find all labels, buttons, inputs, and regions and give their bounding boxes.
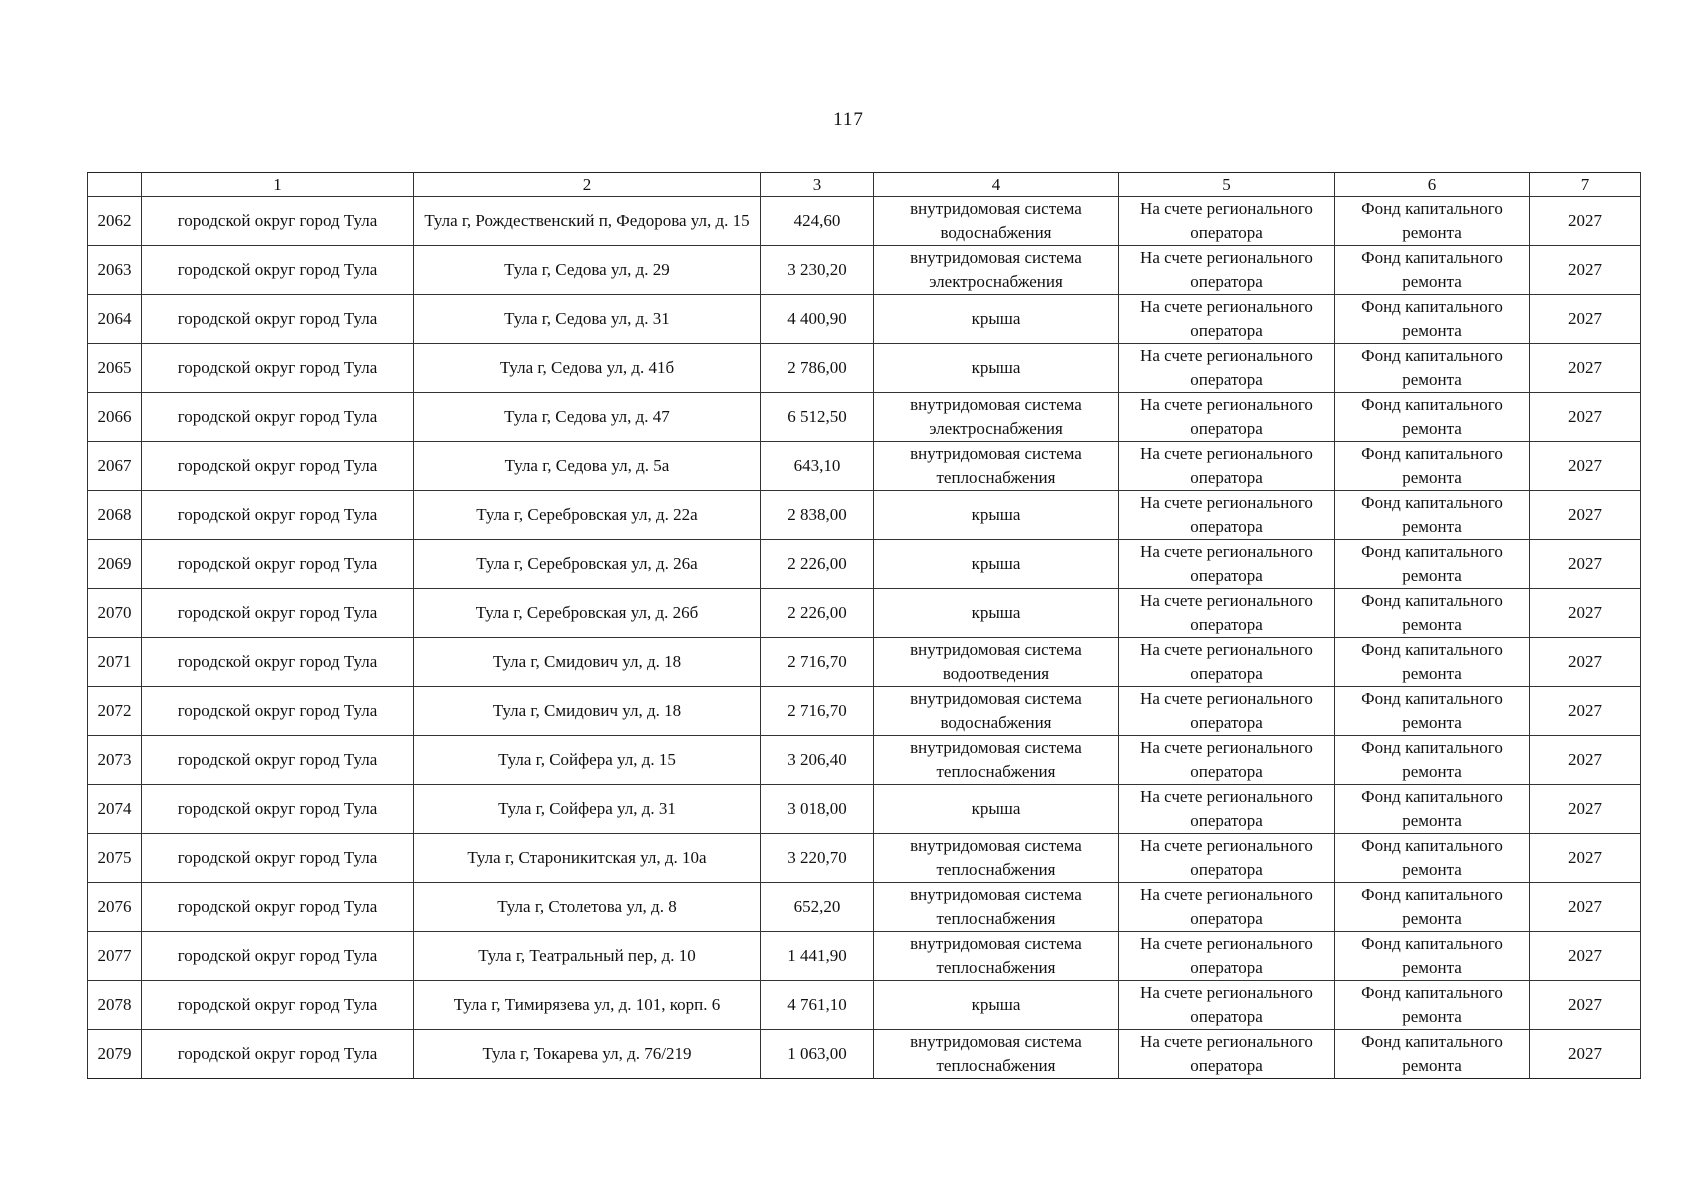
address-cell: Тула г, Серебровская ул, д. 26а (414, 540, 761, 589)
area-cell: 6 512,50 (761, 393, 874, 442)
area-cell: 652,20 (761, 883, 874, 932)
area-cell: 2 716,70 (761, 687, 874, 736)
address-cell: Тула г, Театральный пер, д. 10 (414, 932, 761, 981)
account-cell: На счете регионального оператора (1119, 932, 1335, 981)
table-row (88, 540, 1641, 589)
address-cell: Тула г, Сойфера ул, д. 15 (414, 736, 761, 785)
work-type-cell: внутридомовая система теплоснабжения (874, 932, 1119, 981)
address-cell: Тула г, Смидович ул, д. 18 (414, 638, 761, 687)
table-body (88, 173, 1641, 1079)
funding-source-cell: Фонд капитального ремонта (1335, 1030, 1530, 1079)
address-cell: Тула г, Седова ул, д. 41б (414, 344, 761, 393)
account-cell: На счете регионального оператора (1119, 197, 1335, 246)
work-type-cell: внутридомовая система теплоснабжения (874, 1030, 1119, 1079)
address-cell: Тула г, Серебровская ул, д. 22а (414, 491, 761, 540)
year-cell: 2027 (1530, 295, 1641, 344)
area-cell: 2 838,00 (761, 491, 874, 540)
table-row (88, 981, 1641, 1030)
table-row (88, 736, 1641, 785)
row-number-cell: 2072 (88, 687, 142, 736)
area-cell: 3 220,70 (761, 834, 874, 883)
funding-source-cell: Фонд капитального ремонта (1335, 442, 1530, 491)
row-number-cell: 2075 (88, 834, 142, 883)
area-cell: 4 761,10 (761, 981, 874, 1030)
funding-source-cell: Фонд капитального ремонта (1335, 491, 1530, 540)
row-number-cell: 2062 (88, 197, 142, 246)
funding-source-cell: Фонд капитального ремонта (1335, 932, 1530, 981)
year-cell: 2027 (1530, 687, 1641, 736)
work-type-cell: крыша (874, 491, 1119, 540)
municipality-cell: городской округ город Тула (142, 491, 414, 540)
row-number-cell: 2066 (88, 393, 142, 442)
municipality-cell: городской округ город Тула (142, 932, 414, 981)
row-number-cell: 2069 (88, 540, 142, 589)
municipality-cell: городской округ город Тула (142, 295, 414, 344)
municipality-cell: городской округ город Тула (142, 197, 414, 246)
table-row (88, 785, 1641, 834)
area-cell: 1 441,90 (761, 932, 874, 981)
table-row (88, 932, 1641, 981)
municipality-cell: городской округ город Тула (142, 981, 414, 1030)
account-cell: На счете регионального оператора (1119, 540, 1335, 589)
table-row (88, 295, 1641, 344)
area-cell: 1 063,00 (761, 1030, 874, 1079)
funding-source-cell: Фонд капитального ремонта (1335, 834, 1530, 883)
area-cell: 3 230,20 (761, 246, 874, 295)
column-header: 3 (761, 173, 874, 197)
account-cell: На счете регионального оператора (1119, 1030, 1335, 1079)
account-cell: На счете регионального оператора (1119, 295, 1335, 344)
table-row (88, 687, 1641, 736)
municipality-cell: городской округ город Тула (142, 785, 414, 834)
work-type-cell: внутридомовая система электроснабжения (874, 393, 1119, 442)
funding-source-cell: Фонд капитального ремонта (1335, 344, 1530, 393)
area-cell: 3 206,40 (761, 736, 874, 785)
funding-source-cell: Фонд капитального ремонта (1335, 785, 1530, 834)
column-header: 2 (414, 173, 761, 197)
municipality-cell: городской округ город Тула (142, 246, 414, 295)
account-cell: На счете регионального оператора (1119, 589, 1335, 638)
municipality-cell: городской округ город Тула (142, 589, 414, 638)
account-cell: На счете регионального оператора (1119, 883, 1335, 932)
area-cell: 3 018,00 (761, 785, 874, 834)
capital-repair-table (87, 172, 1641, 1079)
account-cell: На счете регионального оператора (1119, 393, 1335, 442)
year-cell: 2027 (1530, 638, 1641, 687)
account-cell: На счете регионального оператора (1119, 491, 1335, 540)
row-number-cell: 2076 (88, 883, 142, 932)
municipality-cell: городской округ город Тула (142, 442, 414, 491)
address-cell: Тула г, Сойфера ул, д. 31 (414, 785, 761, 834)
work-type-cell: внутридомовая система водоснабжения (874, 687, 1119, 736)
table-row (88, 197, 1641, 246)
column-header: 4 (874, 173, 1119, 197)
row-number-cell: 2070 (88, 589, 142, 638)
account-cell: На счете регионального оператора (1119, 246, 1335, 295)
funding-source-cell: Фонд капитального ремонта (1335, 246, 1530, 295)
year-cell: 2027 (1530, 932, 1641, 981)
year-cell: 2027 (1530, 197, 1641, 246)
table-row (88, 1030, 1641, 1079)
year-cell: 2027 (1530, 540, 1641, 589)
area-cell: 4 400,90 (761, 295, 874, 344)
work-type-cell: внутридомовая система теплоснабжения (874, 883, 1119, 932)
area-cell: 2 226,00 (761, 589, 874, 638)
municipality-cell: городской округ город Тула (142, 344, 414, 393)
funding-source-cell: Фонд капитального ремонта (1335, 197, 1530, 246)
work-type-cell: крыша (874, 589, 1119, 638)
row-number-cell: 2064 (88, 295, 142, 344)
row-number-cell: 2073 (88, 736, 142, 785)
row-number-cell: 2067 (88, 442, 142, 491)
table-row (88, 442, 1641, 491)
work-type-cell: внутридомовая система электроснабжения (874, 246, 1119, 295)
work-type-cell: внутридомовая система водоснабжения (874, 197, 1119, 246)
municipality-cell: городской округ город Тула (142, 540, 414, 589)
work-type-cell: крыша (874, 344, 1119, 393)
address-cell: Тула г, Седова ул, д. 29 (414, 246, 761, 295)
municipality-cell: городской округ город Тула (142, 834, 414, 883)
table-row (88, 638, 1641, 687)
account-cell: На счете регионального оператора (1119, 981, 1335, 1030)
address-cell: Тула г, Столетова ул, д. 8 (414, 883, 761, 932)
work-type-cell: внутридомовая система теплоснабжения (874, 834, 1119, 883)
account-cell: На счете регионального оператора (1119, 344, 1335, 393)
account-cell: На счете регионального оператора (1119, 785, 1335, 834)
funding-source-cell: Фонд капитального ремонта (1335, 295, 1530, 344)
address-cell: Тула г, Седова ул, д. 5а (414, 442, 761, 491)
address-cell: Тула г, Токарева ул, д. 76/219 (414, 1030, 761, 1079)
column-header (88, 173, 142, 197)
address-cell: Тула г, Староникитская ул, д. 10а (414, 834, 761, 883)
area-cell: 643,10 (761, 442, 874, 491)
work-type-cell: внутридомовая система теплоснабжения (874, 736, 1119, 785)
work-type-cell: крыша (874, 540, 1119, 589)
account-cell: На счете регионального оператора (1119, 638, 1335, 687)
work-type-cell: крыша (874, 295, 1119, 344)
funding-source-cell: Фонд капитального ремонта (1335, 540, 1530, 589)
municipality-cell: городской округ город Тула (142, 883, 414, 932)
year-cell: 2027 (1530, 981, 1641, 1030)
funding-source-cell: Фонд капитального ремонта (1335, 589, 1530, 638)
table-row (88, 834, 1641, 883)
work-type-cell: внутридомовая система теплоснабжения (874, 442, 1119, 491)
table-row (88, 393, 1641, 442)
year-cell: 2027 (1530, 883, 1641, 932)
address-cell: Тула г, Серебровская ул, д. 26б (414, 589, 761, 638)
year-cell: 2027 (1530, 246, 1641, 295)
year-cell: 2027 (1530, 442, 1641, 491)
address-cell: Тула г, Смидович ул, д. 18 (414, 687, 761, 736)
year-cell: 2027 (1530, 736, 1641, 785)
funding-source-cell: Фонд капитального ремонта (1335, 638, 1530, 687)
area-cell: 424,60 (761, 197, 874, 246)
column-header: 7 (1530, 173, 1641, 197)
address-cell: Тула г, Тимирязева ул, д. 101, корп. 6 (414, 981, 761, 1030)
row-number-cell: 2074 (88, 785, 142, 834)
row-number-cell: 2077 (88, 932, 142, 981)
work-type-cell: внутридомовая система водоотведения (874, 638, 1119, 687)
year-cell: 2027 (1530, 344, 1641, 393)
row-number-cell: 2063 (88, 246, 142, 295)
year-cell: 2027 (1530, 1030, 1641, 1079)
municipality-cell: городской округ город Тула (142, 736, 414, 785)
table-row (88, 589, 1641, 638)
area-cell: 2 716,70 (761, 638, 874, 687)
area-cell: 2 226,00 (761, 540, 874, 589)
column-header: 6 (1335, 173, 1530, 197)
table-row (88, 491, 1641, 540)
table-row (88, 246, 1641, 295)
municipality-cell: городской округ город Тула (142, 687, 414, 736)
year-cell: 2027 (1530, 589, 1641, 638)
year-cell: 2027 (1530, 491, 1641, 540)
funding-source-cell: Фонд капитального ремонта (1335, 687, 1530, 736)
table-row (88, 883, 1641, 932)
row-number-cell: 2068 (88, 491, 142, 540)
row-number-cell: 2078 (88, 981, 142, 1030)
row-number-cell: 2065 (88, 344, 142, 393)
area-cell: 2 786,00 (761, 344, 874, 393)
municipality-cell: городской округ город Тула (142, 393, 414, 442)
address-cell: Тула г, Седова ул, д. 31 (414, 295, 761, 344)
account-cell: На счете регионального оператора (1119, 834, 1335, 883)
work-type-cell: крыша (874, 785, 1119, 834)
row-number-cell: 2071 (88, 638, 142, 687)
table-header-row (88, 173, 1641, 197)
page-number: 117 (833, 109, 864, 130)
account-cell: На счете регионального оператора (1119, 442, 1335, 491)
row-number-cell: 2079 (88, 1030, 142, 1079)
municipality-cell: городской округ город Тула (142, 1030, 414, 1079)
year-cell: 2027 (1530, 785, 1641, 834)
funding-source-cell: Фонд капитального ремонта (1335, 393, 1530, 442)
address-cell: Тула г, Седова ул, д. 47 (414, 393, 761, 442)
work-type-cell: крыша (874, 981, 1119, 1030)
year-cell: 2027 (1530, 393, 1641, 442)
funding-source-cell: Фонд капитального ремонта (1335, 736, 1530, 785)
account-cell: На счете регионального оператора (1119, 687, 1335, 736)
table-row (88, 344, 1641, 393)
column-header: 1 (142, 173, 414, 197)
funding-source-cell: Фонд капитального ремонта (1335, 883, 1530, 932)
column-header: 5 (1119, 173, 1335, 197)
account-cell: На счете регионального оператора (1119, 736, 1335, 785)
address-cell: Тула г, Рождественский п, Федорова ул, д. 15 (414, 197, 761, 246)
year-cell: 2027 (1530, 834, 1641, 883)
funding-source-cell: Фонд капитального ремонта (1335, 981, 1530, 1030)
municipality-cell: городской округ город Тула (142, 638, 414, 687)
